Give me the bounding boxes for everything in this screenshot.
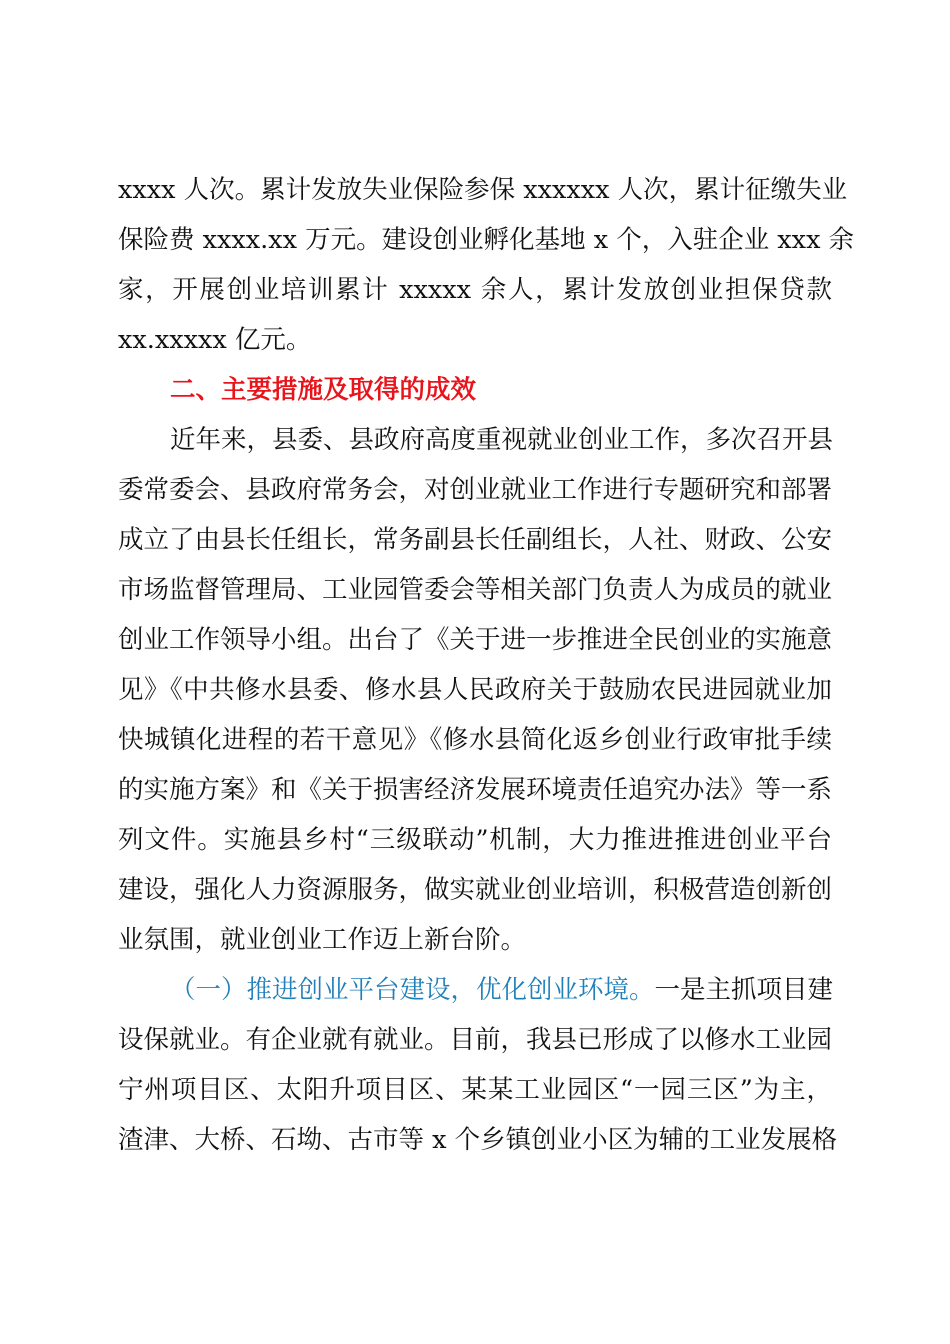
text-line: 渣津、大桥、石坳、古市等 x 个乡镇创业小区为辅的工业发展格 [118, 1125, 838, 1155]
subsection-heading: （一）推进创业平台建设，优化创业环境。 [170, 975, 655, 1005]
subsection-heading-rest: 一是主抓项目建 [654, 975, 834, 1005]
text-line: 近年来，县委、县政府高度重视就业创业工作，多次召开县 [170, 425, 834, 455]
text-line: 家，开展创业培训累计 xxxxx 余人，累计发放创业担保贷款 [118, 275, 832, 305]
text-line: 建设，强化人力资源服务，做实就业创业培训，积极营造创新创 [118, 875, 833, 905]
text-line: 设保就业。有企业就有就业。目前，我县已形成了以修水工业园 [118, 1025, 833, 1055]
text-line: xx.xxxxx 亿元。 [118, 325, 312, 355]
section-heading: 二、主要措施及取得的成效 [170, 375, 477, 405]
text-line: 宁州项目区、太阳升项目区、某某工业园区“一园三区”为主， [118, 1075, 832, 1105]
text-line: xxxx 人次。累计发放失业保险参保 xxxxxx 人次，累计征缴失业 [118, 175, 848, 205]
text-line: 委常委会、县政府常务会，对创业就业工作进行专题研究和部署 [118, 475, 833, 505]
text-line: 见》《中共修水县委、修水县人民政府关于鼓励农民进园就业加 [118, 675, 832, 705]
subsection-line [170, 970, 832, 1010]
text-line: 市场监督管理局、工业园管委会等相关部门负责人为成员的就业 [118, 575, 833, 605]
text-line: 业氛围，就业创业工作迈上新台阶。 [118, 925, 527, 955]
text-line: 的实施方案》和《关于损害经济发展环境责任追究办法》等一系 [118, 775, 833, 805]
text-line: 保险费 xxxx.xx 万元。建设创业孵化基地 x 个，入驻企业 xxx 余 [118, 225, 855, 255]
text-line: 创业工作领导小组。出台了《关于进一步推进全民创业的实施意 [118, 625, 833, 655]
text-line: 快城镇化进程的若干意见》《修水县简化返乡创业行政审批手续 [118, 725, 832, 755]
text-line: 成立了由县长任组长，常务副县长任副组长，人社、财政、公安 [118, 525, 833, 555]
text-line: 列文件。实施县乡村“三级联动”机制，大力推进推进创业平台 [118, 825, 832, 855]
